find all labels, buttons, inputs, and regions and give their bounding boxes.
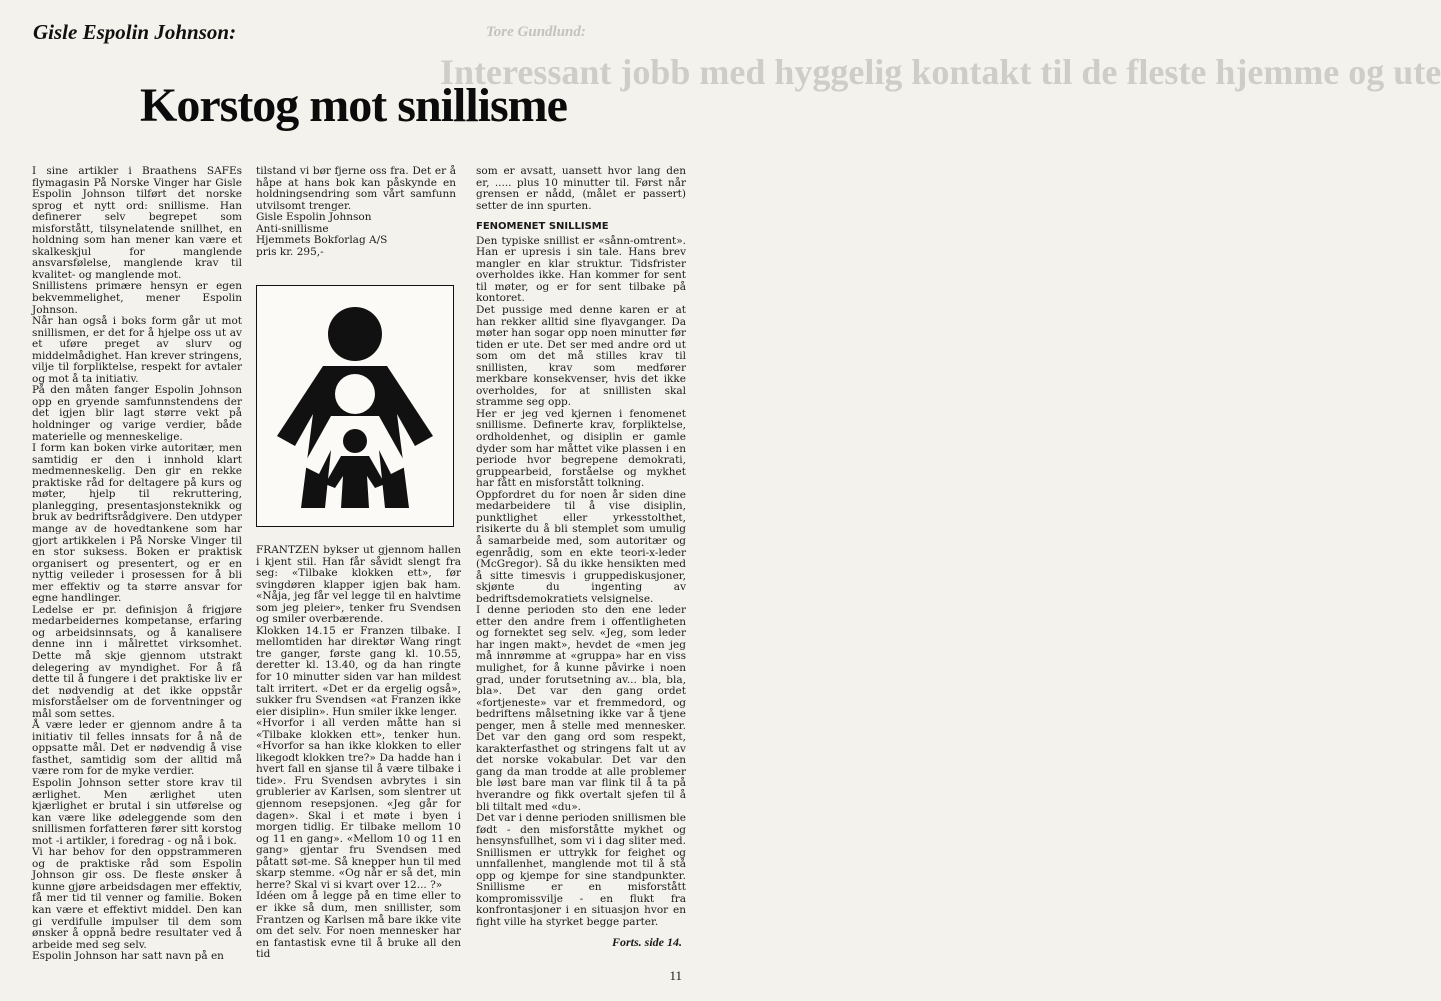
book-info: Gisle Espolin Johnson Anti-snillisme Hjemmets Bokforlag A/S pris kr. 295,- [256,211,388,258]
family-figure-icon [257,286,453,526]
section-heading: FENOMENET SNILLISME [476,221,609,233]
column-2-top [256,166,456,276]
paragraph: På den måten fanger Espolin Johnson opp en gryende samfunnstendens der det igjen blir lagt større vekt på holdninger og varige verdier, både materielle og menneskelige. [32,384,242,443]
bleed-author: Tore Gundlund: [486,24,586,40]
paragraph: I form kan boken virke autoritær, men samtidig er den i innhold klart medmenneskelig. Den gir en rekke praktiske råd for deltagere på kurs og møter, hjelp til rekruttering, planlegging, presentasjonsteknikk og bruk av bedriftsrådgivere. Den utdyper mange av de hovedtankene som har gjort artikkelen i På Norske Vinger til en stor suksess. Boken er praktisk organisert og presentert, og er en nyttig veileder i prosessen for å bli mer effektiv og ta større ansvar for egne handlinger. [32,442,242,605]
paragraph: Når han også i boks form går ut mot snillismen, er det for å hjelpe oss ut av et uføre preget av slurv og middelmådighet. Han krever stringens, vilje til forpliktelse, respekt for avtaler og mot å ta initiativ. [32,315,243,385]
paragraph: Ledelse er pr. definisjon å frigjøre medarbeidernes kompetanse, erfaring og arbeidsinnsats, og å kanalisere denne inn i målrettet virksomhet. Dette må skje gjennom utstrakt delegering av myndighet. For å få dette til å fungere i det praktiske liv er det nødvendig at det ikke oppstår misforståelser om de forventninger og mål som settes. [32,603,242,720]
paragraph: Klokken 14.15 er Franzen tilbake. I mellomtiden har direktør Wang ringt tre ganger, første gang kl. 10.55, deretter kl. 13.40, og da han ringte for 10 minutter siden var han mildest talt irritert. «Det er da ergelig også», sukker fru Svendsen «at Franzen ikke eier disiplin». Hun smiler ikke lenger. [256,624,461,718]
column-3 [476,166,686,946]
paragraph: Her er jeg ved kjernen i fenomenet snillisme. Definerte krav, forpliktelse, ordholdenhet, og disiplin er gamle dyder som har måttet vike plassen i en periode hvor begrepene demokrati, gruppearbeid, forståelse og mykhet har fått en misforstått tolkning. [476,407,686,490]
article-headline: Korstog mot snillisme [140,79,567,132]
paragraph: I sine artikler i Braathens SAFEs flymagasin På Norske Vinger har Gisle Espolin Johnson tilført det norske sprog et nytt ord: snillisme. Han definerer selv begrepet som misforstått, tilsynelatende snillhet, en holdning som han mener kan være et skalkeskjul for manglende ansvarsfølelse, manglende krav til kvalitet- og manglende mot. [32,165,242,281]
paragraph: FRANTZEN bykser ut gjennom hallen i kjent stil. Han får såvidt slengt fra seg: «Tilbake klokken ett», før svingdøren klapper igjen bak ham. «Nåja, jeg får vel legge til en halvtime som jeg pleier», tenker fru Svendsen og smiler overbærende. [256,544,461,626]
article-author: Gisle Espolin Johnson: [33,20,237,44]
paragraph: Den typiske snillist er «sånn-omtrent». Han er upresis i sin tale. Hans brev mangler en klar struktur. Tidsfrister overholdes ikke. Han kommer for sent til møter, og er for sent tilbake på kontoret. [476,234,686,305]
paragraph: Det pussige med denne karen er at han rekker alltid sine flyavganger. Da møter han sogar opp noen minutter før tiden er ute. Det ser med andre ord ut som om det må stilles krav til snillisten, krav som medfører merkbare konsekvenser, hvis det ikke overholdes, for at snillisten skal stramme seg opp. [476,304,686,409]
paragraph: tilstand vi bør fjerne oss fra. Det er å håpe at hans bok kan påskynde en holdningsendring som vårt samfunn utvilsomt trenger. [256,165,456,212]
column-2-bottom [256,545,461,990]
paragraph: Idéen om å legge på en time eller to er ikke så dum, men snillister, som Frantzen og Karlsen må bare ikke vite om det selv. For noen mennesker har en fantastisk evne til å bruke all den tid [256,890,461,961]
column-1 [32,165,243,963]
page-number: 11 [669,968,682,983]
family-illustration [256,285,454,527]
bleed-headline: Interessant jobb med hyggelig kontakt til de fleste hjemme og ute [440,52,1441,92]
paragraph: Espolin Johnson har satt navn på en [32,950,224,963]
paragraph: Å være leder er gjennom andre å ta initiativ til felles innsats for å nå de oppsatte mål. Det er nødvendig å vise fasthet, samtidig som der alltid må være rom for de myke verdier. [32,719,242,778]
paragraph: som er avsatt, uansett hvor lang den er, ..... plus 10 minutter til. Først når grensen er nådd, (målet er passert) setter de inn spurten. [476,165,686,212]
paragraph: «Hvorfor i all verden måtte han si «Tilbake klokken ett», tenker hun. «Hvorfor sa han ikke klokken to eller likegodt klokken tre?» Da hadde han i hvert fall en sjanse til å være tilbake i tide». Fru Svendsen avbrytes i sin grublerier av Karlsen, som slentrer ut gjennom resepsjonen. «Jeg går for dagen». Skal i et møte i byen i morgen tidlig. Er tilbake mellom 10 og 11 en gang». «Mellom 10 og 11 en gang» gjentar fru Svendsen med påtatt søt-me. Så knepper hun til med skarp stemme. «Og når er så det, min herre? Skal vi si kvart over 12... ?» [256,717,461,891]
paragraph: Det var i denne perioden snillismen ble født - den misforståtte mykhet og hensynsfullhet, som vi i dag sliter med. Snillismen er uttrykk for feighet og unnfallenhet, manglende mot til å stå opp og kjempe for sine standpunkter. Snillisme er en misforstått kompromissvilje - en flukt fra konfrontasjoner i en situasjon hvor en fight ville ha styrket begge parter. [476,812,686,928]
paragraph: Oppfordret du for noen år siden dine medarbeidere til å vise disiplin, punktlighet eller yrkesstolthet, risikerte du å bli stemplet som umulig å samarbeide med, som autoritær og egenrådig, som en ekte teori-x-leder (McGregor). Så du ikke hensikten med å sitte timesvis i gruppediskusjoner, skjønte du ingenting av bedriftsdemokratiets velsignelse. [476,488,686,605]
continued-note: Forts. side 14. [611,935,682,949]
paragraph: Snillistens primære hensyn er egen bekvemmelighet, mener Espolin Johnson. [32,280,242,316]
paragraph: I denne perioden sto den ene leder etter den andre frem i offentligheten og fornektet seg selv. «Jeg, som leder har ingen makt», hevdet de «men jeg må innrømme at «gruppa» har en viss mulighet, for å kunne påvirke i noen grad, under forutsetning av... bla, bla, bla». Det var den gang ordet «fortjeneste» var et fremmedord, og bedriftens målsetning ikke var å tjene penger, men å stelle med mennesker. Det var den gang ord som respekt, karakterfasthet og stringens falt ut av det norske vokabular. Det var den gang da man trodde at alle problemer ble løst bare man var flink til å ta på hverandre og fikk overtalt sjefen til å bli tiltalt med «du». [476,604,686,813]
paragraph: Vi har behov for den oppstrammeren og de praktiske råd som Espolin Johnson gir oss. De fleste ønsker å kunne gjøre arbeidsdagen mer effektiv, få mer tid til venner og familie. Boken kan være et effektivt middel. Den kan gi verdifulle impulser til dem som ønsker å oppnå bedre resultater ved å arbeide med seg selv. [32,846,242,951]
paragraph: Espolin Johnson setter store krav til ærlighet. Men ærlighet uten kjærlighet er brutal i sin utførelse og kan være like ødeleggende som den snillismen forfatteren fører sitt korstog mot -i artikler, i foredrag - og nå i bok. [32,776,242,847]
